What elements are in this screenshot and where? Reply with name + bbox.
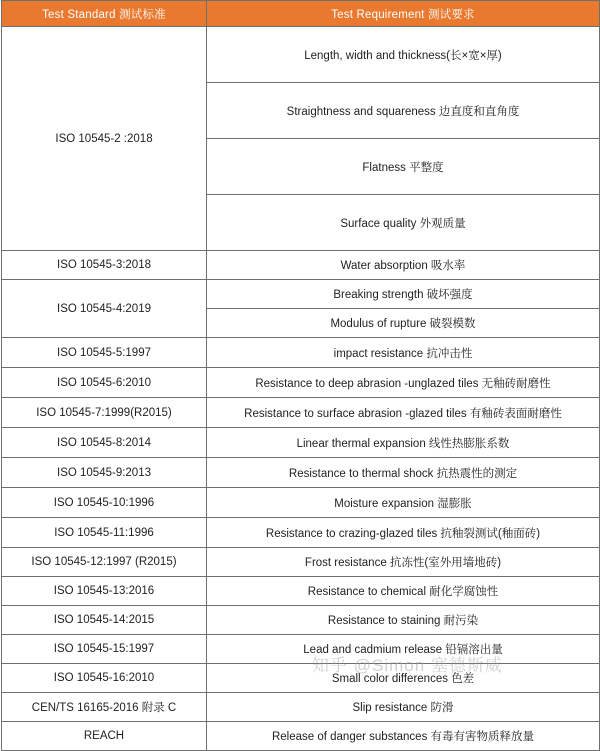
cell-test-standard: ISO 10545-10:1996 (2, 488, 207, 518)
cell-test-requirement: Frost resistance 抗冻性(室外用墙地砖) (207, 548, 600, 577)
test-standards-table (1, 0, 600, 751)
table-row (2, 27, 600, 83)
cell-test-requirement: Slip resistance 防滑 (207, 693, 600, 722)
cell-test-requirement: Surface quality 外观质量 (207, 195, 600, 251)
table-body (2, 27, 600, 751)
cell-test-requirement: Lead and cadmium release 铅镉溶出量 (207, 635, 600, 664)
table-row (2, 606, 600, 635)
cell-test-standard: ISO 10545-14:2015 (2, 606, 207, 635)
cell-test-requirement: Resistance to chemical 耐化学腐蚀性 (207, 577, 600, 606)
cell-test-requirement: Straightness and squareness 边直度和直角度 (207, 83, 600, 139)
cell-test-requirement: Breaking strength 破坏强度 (207, 280, 600, 309)
cell-test-standard: CEN/TS 16165-2016 附录 C (2, 693, 207, 722)
cell-test-standard: ISO 10545-5:1997 (2, 338, 207, 368)
cell-test-requirement: Resistance to thermal shock 抗热震性的测定 (207, 458, 600, 488)
table-row (2, 548, 600, 577)
cell-test-standard: ISO 10545-3:2018 (2, 251, 207, 280)
cell-test-requirement: Resistance to deep abrasion -unglazed tiles 无釉砖耐磨性 (207, 368, 600, 398)
cell-test-requirement: Modulus of rupture 破裂模数 (207, 309, 600, 338)
table-row (2, 368, 600, 398)
cell-test-requirement: Moisture expansion 湿膨胀 (207, 488, 600, 518)
cell-test-requirement: impact resistance 抗冲击性 (207, 338, 600, 368)
cell-test-requirement: Small color differences 色差 (207, 664, 600, 693)
table-row (2, 664, 600, 693)
table-row (2, 338, 600, 368)
cell-test-standard: ISO 10545-16:2010 (2, 664, 207, 693)
cell-test-requirement: Length, width and thickness(长×宽×厚) (207, 27, 600, 83)
cell-test-standard: ISO 10545-13:2016 (2, 577, 207, 606)
table-header-row (2, 1, 600, 27)
table-row (2, 693, 600, 722)
cell-test-requirement: Linear thermal expansion 线性热膨胀系数 (207, 428, 600, 458)
table-row (2, 577, 600, 606)
column-header-test-requirement: Test Requirement 测试要求 (207, 1, 600, 27)
cell-test-requirement: Water absorption 吸水率 (207, 251, 600, 280)
zhihu-watermark: 知乎 @Simon 塞德斯威 (312, 656, 503, 675)
table-row (2, 635, 600, 664)
table-row (2, 428, 600, 458)
cell-test-standard: REACH (2, 722, 207, 751)
cell-test-requirement: Release of danger substances 有毒有害物质释放量 (207, 722, 600, 751)
cell-test-standard: ISO 10545-9:2013 (2, 458, 207, 488)
cell-test-standard: ISO 10545-2 :2018 (2, 27, 207, 251)
cell-test-standard: ISO 10545-12:1997 (R2015) (2, 548, 207, 577)
cell-test-requirement: Flatness 平整度 (207, 139, 600, 195)
table-row (2, 722, 600, 751)
table-row (2, 518, 600, 548)
table-row (2, 458, 600, 488)
cell-test-standard: ISO 10545-8:2014 (2, 428, 207, 458)
cell-test-requirement: Resistance to surface abrasion -glazed tiles 有釉砖表面耐磨性 (207, 398, 600, 428)
table-row (2, 488, 600, 518)
cell-test-standard: ISO 10545-15:1997 (2, 635, 207, 664)
table-header (2, 1, 600, 27)
table-row (2, 398, 600, 428)
cell-test-requirement: Resistance to staining 耐污染 (207, 606, 600, 635)
cell-test-standard: ISO 10545-4:2019 (2, 280, 207, 338)
column-header-test-standard: Test Standard 测试标准 (2, 1, 207, 27)
table-row (2, 280, 600, 309)
cell-test-standard: ISO 10545-6:2010 (2, 368, 207, 398)
cell-test-standard: ISO 10545-11:1996 (2, 518, 207, 548)
cell-test-standard: ISO 10545-7:1999(R2015) (2, 398, 207, 428)
table-row (2, 251, 600, 280)
cell-test-requirement: Resistance to crazing-glazed tiles 抗釉裂测试(釉面砖) (207, 518, 600, 548)
